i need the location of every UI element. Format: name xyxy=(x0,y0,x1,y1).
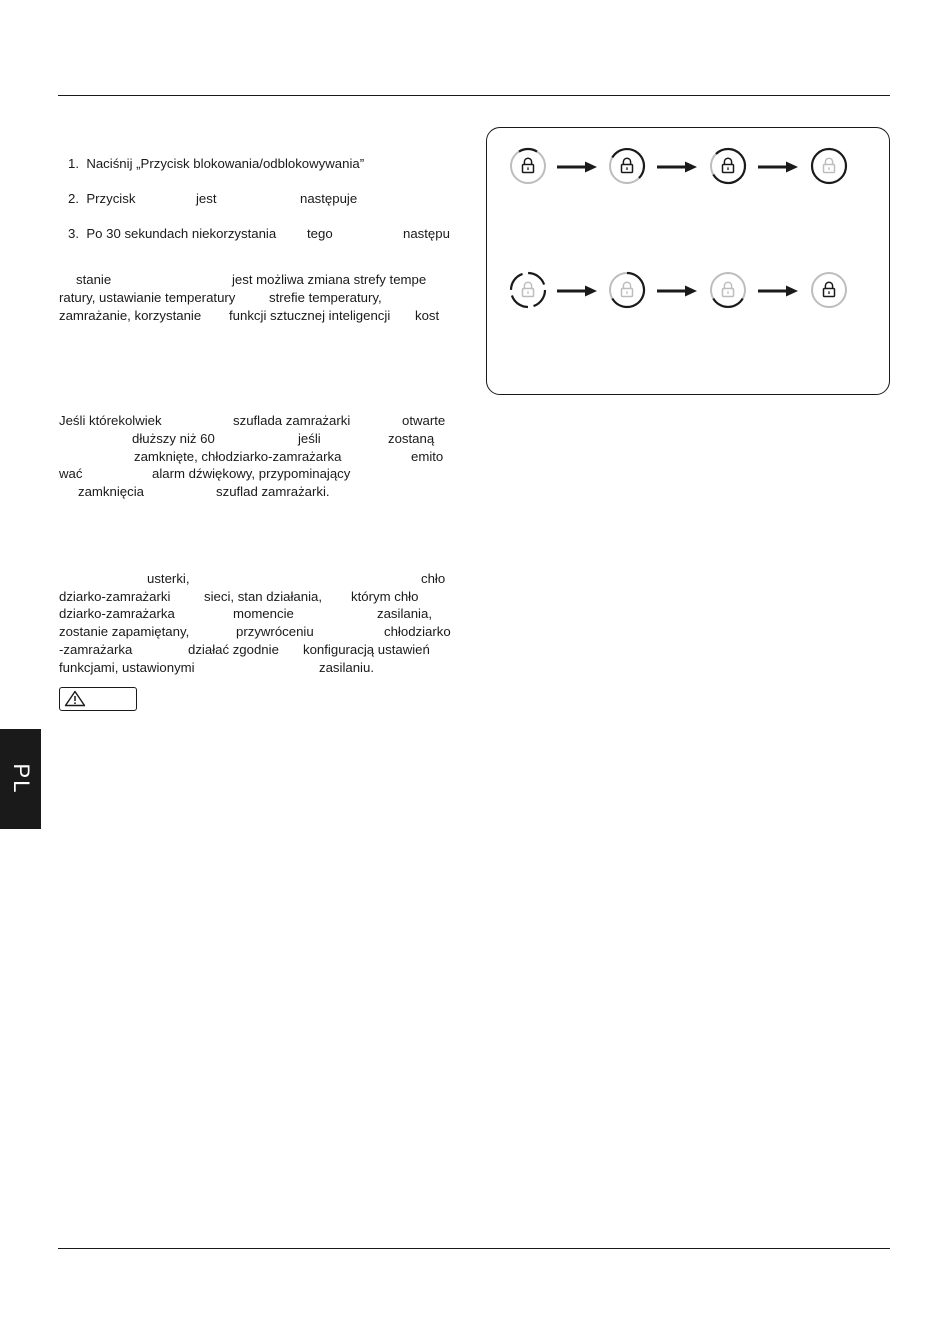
padlock-icon xyxy=(523,282,534,296)
step-3: 3. Po 30 sekundach niekorzystania tego następu xyxy=(68,226,450,241)
lock-state-3 xyxy=(711,149,745,183)
padlock-icon xyxy=(523,158,534,172)
step-1: 1. Naciśnij „Przycisk blokowania/odblokowywania” xyxy=(68,156,365,171)
arrow-right-icon xyxy=(557,286,597,297)
arrow-right-icon xyxy=(758,286,798,297)
arrow-right-icon xyxy=(758,162,798,173)
arrow-right-icon xyxy=(657,162,697,173)
arrow-right-icon xyxy=(557,162,597,173)
padlock-icon xyxy=(723,282,734,296)
lock-state-2 xyxy=(610,149,644,183)
padlock-icon xyxy=(824,282,835,296)
padlock-icon xyxy=(622,282,633,296)
unlock-state-2 xyxy=(610,273,644,307)
header-rule xyxy=(58,95,890,96)
step-2: 2. Przycisk jest następuje xyxy=(68,191,358,206)
footer-rule xyxy=(58,1248,890,1249)
unlock-state-1 xyxy=(511,273,545,307)
padlock-icon xyxy=(622,158,633,172)
lock-sequence-graphic xyxy=(487,128,891,396)
lock-state-1 xyxy=(511,149,545,183)
padlock-icon xyxy=(723,158,734,172)
arrow-right-icon xyxy=(657,286,697,297)
lock-state-4 xyxy=(812,149,846,183)
warning-label xyxy=(59,687,137,711)
unlock-state-3 xyxy=(711,273,745,307)
language-code: PL xyxy=(8,763,34,795)
lock-sequence-diagram xyxy=(486,127,890,395)
language-tab xyxy=(0,729,41,829)
unlock-state-4 xyxy=(812,273,846,307)
warning-triangle-icon xyxy=(64,690,86,707)
padlock-icon xyxy=(824,158,835,172)
